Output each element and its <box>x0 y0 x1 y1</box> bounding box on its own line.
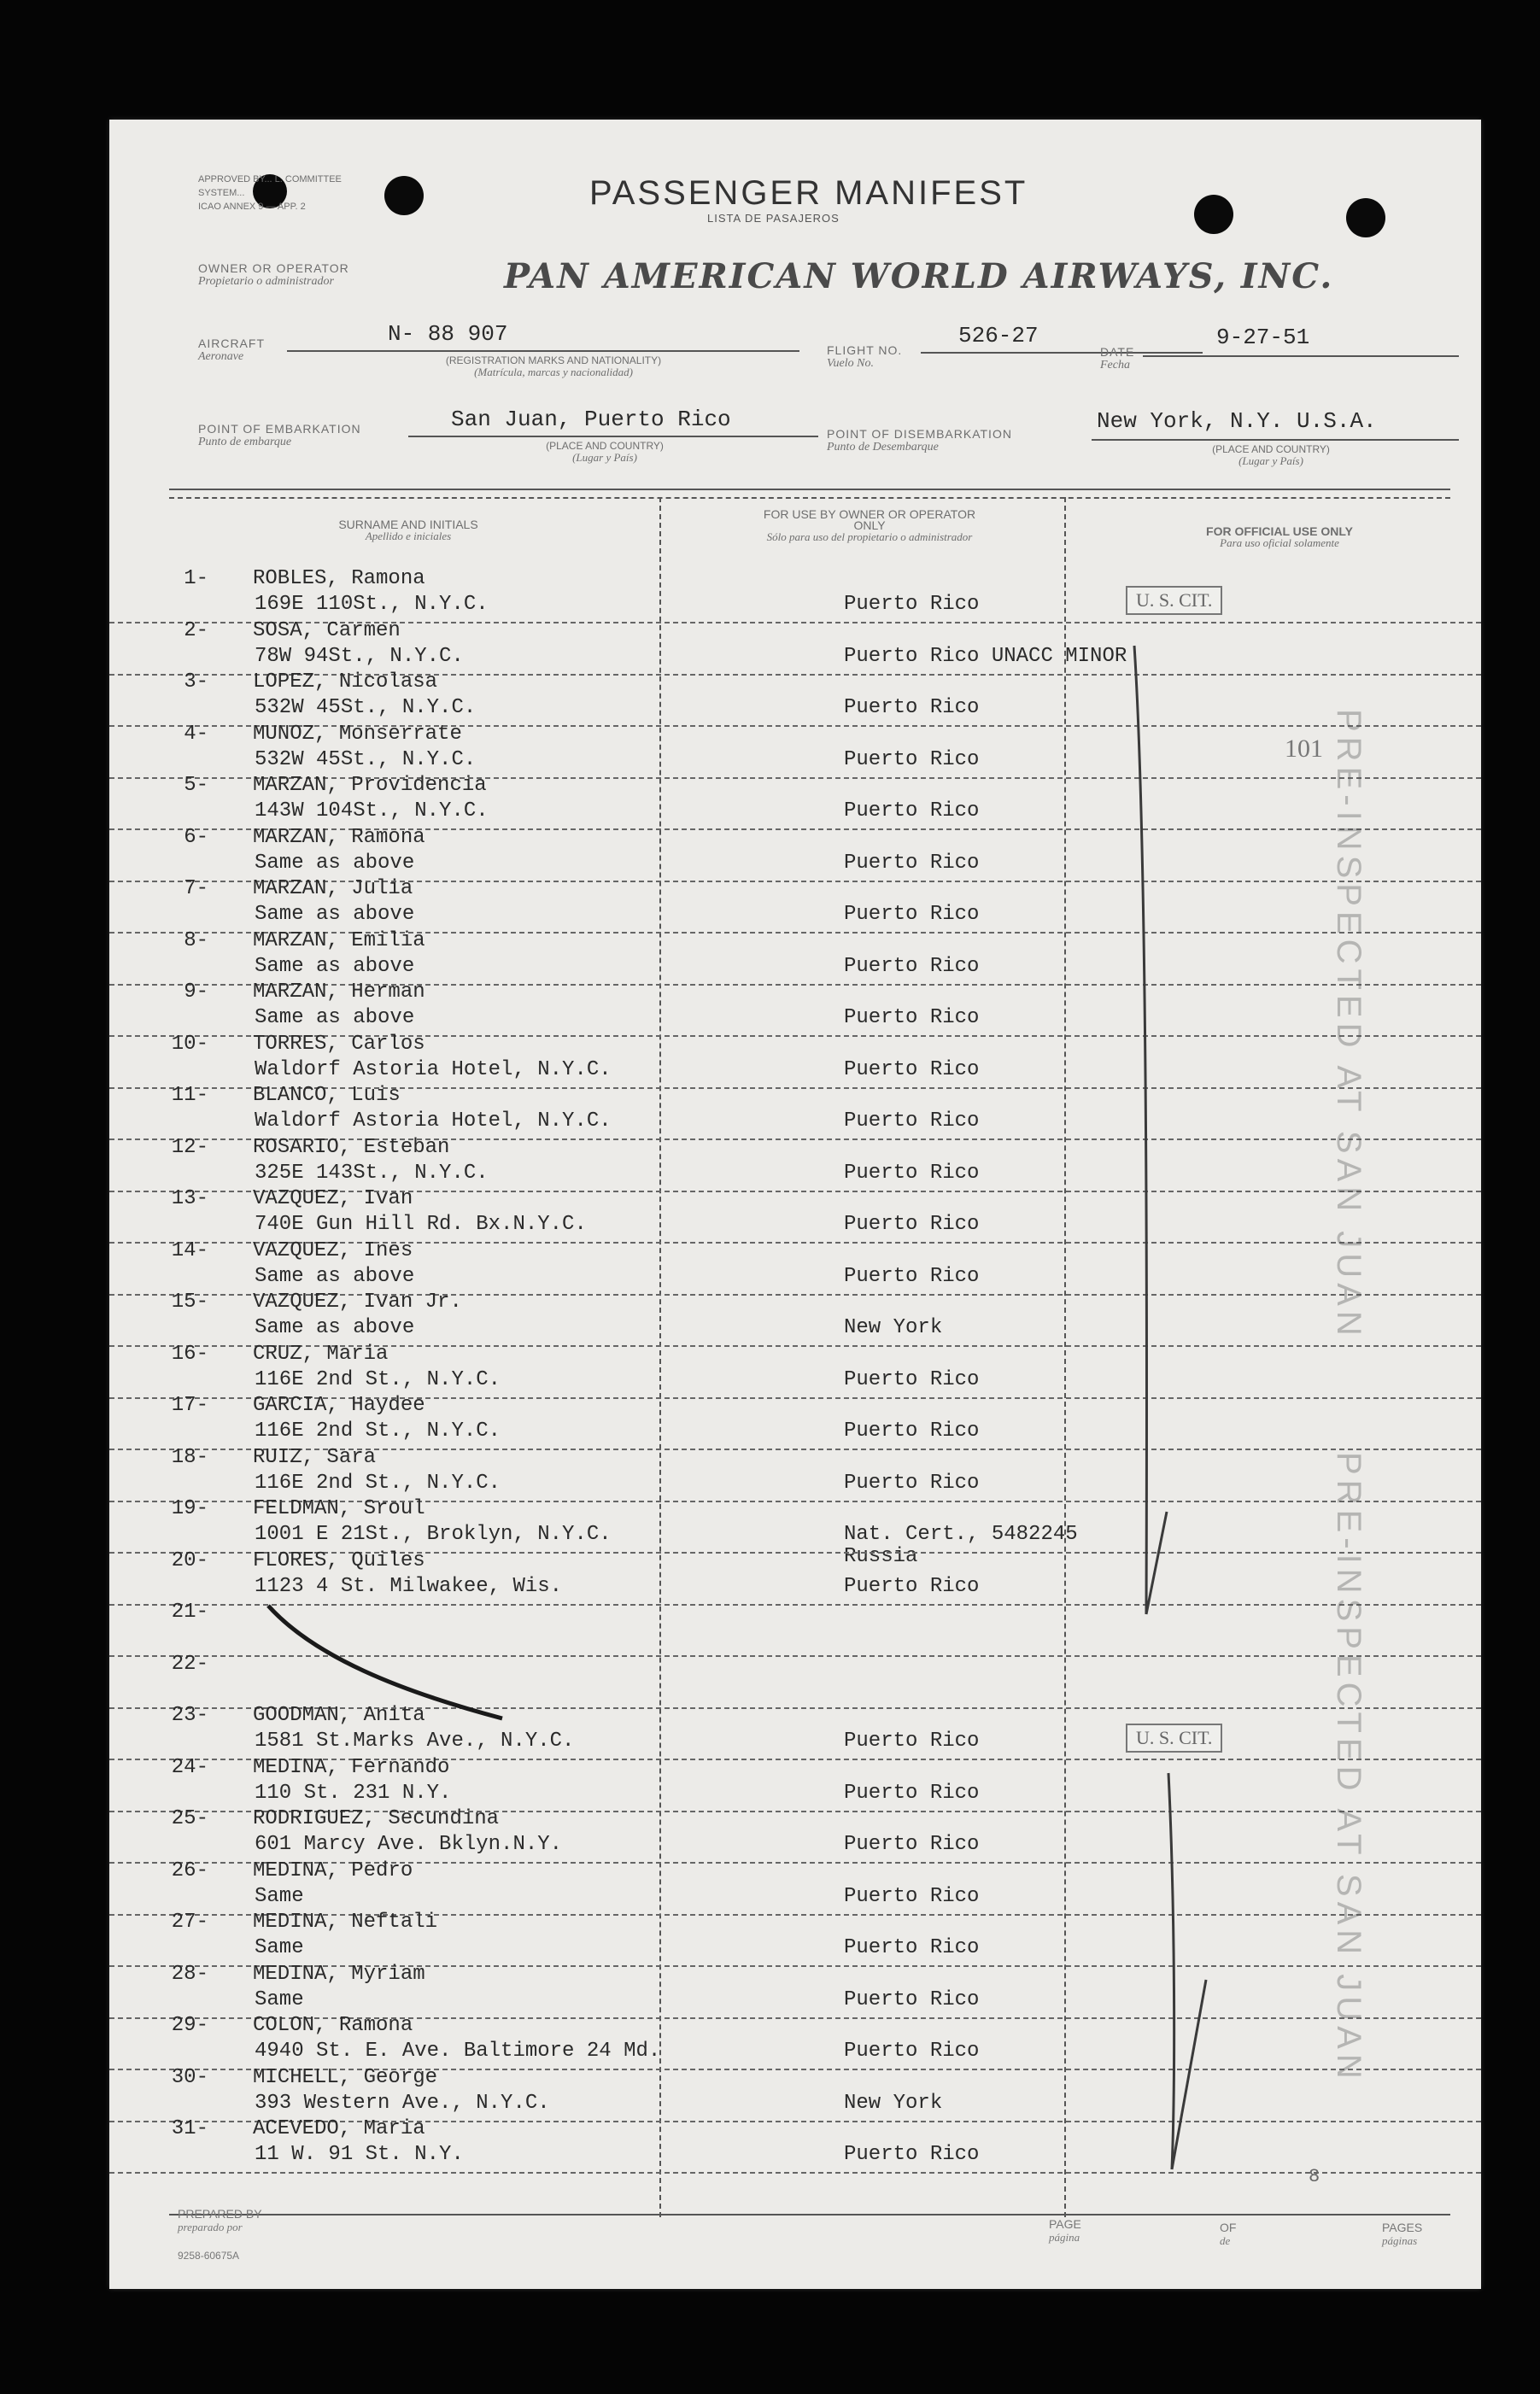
prepared-by-label-en: PREPARED BY <box>178 2207 262 2221</box>
passenger-address: 78W 94St., N.Y.C. <box>255 645 464 668</box>
passenger-name: CRUZ, Maria <box>253 1343 389 1366</box>
passenger-address: Same as above <box>255 903 415 926</box>
passenger-name: TORRES, Carlos <box>253 1033 425 1056</box>
passenger-address: Waldorf Astoria Hotel, N.Y.C. <box>255 1058 612 1081</box>
passenger-address: 169E 110St., N.Y.C. <box>255 593 489 616</box>
passenger-address: 116E 2nd St., N.Y.C. <box>255 1419 501 1443</box>
disembarkation-place-note-es: (Lugar y País) <box>1238 454 1303 467</box>
aircraft-value: N- 88 907 <box>388 321 508 347</box>
passenger-address: Same <box>255 1885 304 1908</box>
of-label-en: OF <box>1220 2221 1237 2234</box>
row-number: 21- <box>171 1601 208 1624</box>
regulation-line-2: SYSTEM... <box>198 188 245 198</box>
passenger-name: MEDINA, Myriam <box>253 1963 425 1986</box>
pencil-tick-2 <box>1172 1980 1206 2169</box>
owner-label-en: OWNER OR OPERATOR <box>198 261 349 275</box>
passenger-name: FLORES, Quiles <box>253 1549 425 1572</box>
pages-label-en: PAGES <box>1382 2221 1423 2234</box>
owner-use-entry: Puerto Rico <box>844 1419 980 1443</box>
row-number: 3- <box>184 670 208 694</box>
passenger-name: MARZAN, Providencia <box>253 774 487 797</box>
passenger-name: RUIZ, Sara <box>253 1446 377 1469</box>
passenger-name: ROBLES, Ramona <box>253 567 425 590</box>
page-label-en: PAGE <box>1049 2217 1081 2231</box>
passenger-address: 601 Marcy Ave. Bklyn.N.Y. <box>255 1833 563 1856</box>
owner-use-entry: Puerto Rico <box>844 955 980 978</box>
owner-use-entry: New York <box>844 2092 943 2115</box>
passenger-name: RODRIGUEZ, Secundina <box>253 1807 500 1830</box>
owner-use-entry: Puerto Rico <box>844 1472 980 1495</box>
passenger-name: GOODMAN, Anita <box>253 1704 425 1727</box>
date-label-es: Fecha <box>1100 359 1130 372</box>
of-label-es: de <box>1220 2234 1231 2247</box>
disembarkation-value: New York, N.Y. U.S.A. <box>1097 408 1377 434</box>
owner-use-entry: Puerto Rico <box>844 1730 980 1753</box>
row-number: 9- <box>184 980 208 1004</box>
flight-label-en: FLIGHT NO. <box>827 343 903 357</box>
row-number: 30- <box>171 2066 208 2089</box>
passenger-address: Same <box>255 1936 304 1959</box>
void-strike-mark <box>268 1606 502 1718</box>
row-number: 25- <box>171 1807 208 1830</box>
passenger-address: 143W 104St., N.Y.C. <box>255 799 489 822</box>
passenger-name: VAZQUEZ, Ines <box>253 1239 413 1262</box>
owner-use-entry: Puerto Rico UNACC MINOR <box>844 645 1127 668</box>
owner-use-entry: Nat. Cert., 5482245 <box>844 1523 1078 1546</box>
owner-use-entry: Puerto Rico <box>844 1265 980 1288</box>
row-number: 15- <box>171 1291 208 1314</box>
row-number: 22- <box>171 1653 208 1676</box>
row-number: 11- <box>171 1084 208 1107</box>
pages-label <box>1382 2221 1422 2248</box>
passenger-name: MEDINA, Neftali <box>253 1911 438 1934</box>
owner-use-entry: Puerto Rico <box>844 1006 980 1029</box>
row-number: 26- <box>171 1859 208 1882</box>
passenger-address: 11 W. 91 St. N.Y. <box>255 2143 464 2166</box>
aircraft-label-en: AIRCRAFT <box>198 337 265 350</box>
pre-inspection-stamp-1: PRE-INSPECTED AT SAN JUAN <box>1330 709 1367 1341</box>
passenger-name: MARZAN, Ramona <box>253 826 425 849</box>
passenger-address: Waldorf Astoria Hotel, N.Y.C. <box>255 1109 612 1133</box>
passenger-name: GARCIA, Haydee <box>253 1394 425 1417</box>
passenger-address: Same as above <box>255 1006 415 1029</box>
passenger-name: ROSARIO, Esteban <box>253 1136 450 1159</box>
form-number: 9258-60675A <box>178 2250 240 2262</box>
passenger-count-mark: 101 <box>1285 735 1323 763</box>
owner-use-entry: Puerto Rico <box>844 1833 980 1856</box>
document-title: PASSENGER MANIFEST <box>589 174 1028 212</box>
passenger-name: MARZAN, Herman <box>253 980 425 1004</box>
passenger-name: ACEVEDO, Maria <box>253 2117 425 2140</box>
owner-use-entry: Puerto Rico <box>844 1213 980 1236</box>
owner-use-entry: Puerto Rico <box>844 903 980 926</box>
operator-name: PAN AMERICAN WORLD AIRWAYS, INC. <box>504 256 1334 296</box>
owner-use-entry: Puerto Rico <box>844 799 980 822</box>
passenger-name: MEDINA, Pedro <box>253 1859 413 1882</box>
row-number: 28- <box>171 1963 208 1986</box>
row-number: 27- <box>171 1911 208 1934</box>
pre-inspection-stamp-2: PRE-INSPECTED AT SAN JUAN <box>1330 1452 1367 2084</box>
passenger-address: Same as above <box>255 955 415 978</box>
registration-note-en: (REGISTRATION MARKS AND NATIONALITY) <box>445 354 662 366</box>
row-number: 18- <box>171 1446 208 1469</box>
row-number: 13- <box>171 1187 208 1210</box>
owner-use-entry: Puerto Rico <box>844 2040 980 2063</box>
passenger-address: 325E 143St., N.Y.C. <box>255 1162 489 1185</box>
regulation-line-1: APPROVED BY... L. COMMITTEE <box>198 174 342 184</box>
passenger-name: SOSA, Carmen <box>253 619 401 642</box>
embarkation-label-en: POINT OF EMBARKATION <box>198 422 361 436</box>
row-number: 10- <box>171 1033 208 1056</box>
us-citizen-stamp-2: U. S. CIT. <box>1126 1724 1222 1753</box>
row-number: 19- <box>171 1497 208 1520</box>
passenger-address: Same as above <box>255 852 415 875</box>
row-number: 1- <box>184 567 208 590</box>
passenger-address: 532W 45St., N.Y.C. <box>255 696 477 719</box>
owner-use-entry: Puerto Rico <box>844 852 980 875</box>
passenger-name: BLANCO, Luis <box>253 1084 401 1107</box>
row-number: 24- <box>171 1756 208 1779</box>
owner-use-entry: New York <box>844 1316 943 1339</box>
row-number: 5- <box>184 774 208 797</box>
disembarkation-place-note-en: (PLACE AND COUNTRY) <box>1212 443 1330 455</box>
row-number: 8- <box>184 929 208 952</box>
row-number: 17- <box>171 1394 208 1417</box>
manifest-sheet <box>109 120 1481 2289</box>
passenger-name: VAZQUEZ, Ivan <box>253 1187 413 1210</box>
embarkation-place-note-en: (PLACE AND COUNTRY) <box>546 440 664 452</box>
passenger-address: Same <box>255 1988 304 2011</box>
registration-note-es: (Matrícula, marcas y nacionalidad) <box>474 366 633 378</box>
passenger-address: 1001 E 21St., Broklyn, N.Y.C. <box>255 1523 612 1546</box>
pencil-tick-1 <box>1146 1512 1167 1614</box>
passenger-address: 1581 St.Marks Ave., N.Y.C. <box>255 1730 575 1753</box>
passenger-address: Same as above <box>255 1265 415 1288</box>
passenger-name: VAZQUEZ, Ivan Jr. <box>253 1291 462 1314</box>
passenger-address: 116E 2nd St., N.Y.C. <box>255 1472 501 1495</box>
pencil-marks <box>109 120 1481 2289</box>
date-label-en: DATE <box>1100 345 1135 359</box>
prepared-by-label <box>178 2207 262 2234</box>
row-number: 29- <box>171 2014 208 2037</box>
row-number: 16- <box>171 1343 208 1366</box>
footer-rule <box>169 2214 1450 2215</box>
column-header-official-use-en: FOR OFFICIAL USE ONLY <box>1206 524 1353 538</box>
passenger-name: MARZAN, Julia <box>253 877 413 900</box>
flight-number: 526-27 <box>958 323 1039 348</box>
row-number: 12- <box>171 1136 208 1159</box>
passenger-address: 532W 45St., N.Y.C. <box>255 748 477 771</box>
page-label <box>1049 2217 1081 2245</box>
page-label-es: página <box>1049 2231 1080 2244</box>
disembarkation-label-es: Punto de Desembarque <box>827 441 939 454</box>
owner-use-entry: Puerto Rico <box>844 1885 980 1908</box>
aircraft-label-es: Aeronave <box>198 350 244 363</box>
disembarkation-label-en: POINT OF DISEMBARKATION <box>827 427 1012 441</box>
us-citizen-stamp-1: U. S. CIT. <box>1126 586 1222 615</box>
pages-label-es: páginas <box>1382 2234 1418 2247</box>
row-number: 2- <box>184 619 208 642</box>
pencil-line-2 <box>1168 1773 1174 2169</box>
column-header-name-es: Apellido e iniciales <box>365 530 452 542</box>
owner-use-entry: Puerto Rico <box>844 1575 980 1598</box>
flight-label-es: Vuelo No. <box>827 357 874 370</box>
owner-use-entry: Puerto Rico <box>844 1368 980 1391</box>
row-number: 14- <box>171 1239 208 1262</box>
owner-use-entry: Puerto Rico <box>844 1988 980 2011</box>
owner-use-entry: Puerto Rico <box>844 696 980 719</box>
passenger-name: MUNOZ, Monserrate <box>253 723 462 746</box>
owner-use-entry: Puerto Rico <box>844 593 980 616</box>
regulation-line-3: ICAO ANNEX 9 — APP. 2 <box>198 202 306 212</box>
row-number: 7- <box>184 877 208 900</box>
passenger-name: MICHELL, George <box>253 2066 438 2089</box>
passenger-address: 1123 4 St. Milwakee, Wis. <box>255 1575 563 1598</box>
column-header-official-use-es: Para uso oficial solamente <box>1220 536 1339 549</box>
passenger-name: COLON, Ramona <box>253 2014 413 2037</box>
embarkation-place-note-es: (Lugar y País) <box>572 451 637 464</box>
embarkation-value: San Juan, Puerto Rico <box>451 407 731 432</box>
document-subtitle: LISTA DE PASAJEROS <box>707 212 840 225</box>
owner-use-entry: Puerto Rico <box>844 1162 980 1185</box>
owner-use-entry: Puerto Rico <box>844 1936 980 1959</box>
of-label <box>1220 2221 1236 2248</box>
column-header-owner-use-es: Sólo para uso del propietario o administrador <box>766 530 973 543</box>
row-number: 23- <box>171 1704 208 1727</box>
owner-use-entry: Puerto Rico <box>844 2143 980 2166</box>
owner-use-entry: Puerto Rico <box>844 1058 980 1081</box>
passenger-name: LOPEZ, Nicolasa <box>253 670 438 694</box>
row-number: 4- <box>184 723 208 746</box>
owner-use-entry: Puerto Rico <box>844 1109 980 1133</box>
passenger-name: MARZAN, Emilia <box>253 929 425 952</box>
flight-date: 9-27-51 <box>1216 325 1310 350</box>
row-number: 20- <box>171 1549 208 1572</box>
passenger-address: 110 St. 231 N.Y. <box>255 1782 452 1805</box>
owner-use-entry: Puerto Rico <box>844 1782 980 1805</box>
passenger-name: FELDMAN, Sroul <box>253 1497 425 1520</box>
passenger-address: 4940 St. E. Ave. Baltimore 24 Md. <box>255 2040 661 2063</box>
passenger-address: 116E 2nd St., N.Y.C. <box>255 1368 501 1391</box>
owner-use-entry: Puerto Rico <box>844 748 980 771</box>
row-number: 31- <box>171 2117 208 2140</box>
prepared-by-label-es: preparado por <box>178 2221 243 2233</box>
owner-use-entry-line2: Russia <box>844 1545 918 1568</box>
passenger-address: 393 Western Ave., N.Y.C. <box>255 2092 550 2115</box>
pencil-line-1 <box>1134 646 1146 1614</box>
page-number-mark: 8 <box>1309 2166 1320 2187</box>
owner-label-es: Propietario o administrador <box>198 275 334 288</box>
row-number: 6- <box>184 826 208 849</box>
passenger-address: Same as above <box>255 1316 415 1339</box>
passenger-name: MEDINA, Fernando <box>253 1756 450 1779</box>
embarkation-label-es: Punto de embarque <box>198 436 292 448</box>
column-header-name-en: SURNAME AND INITIALS <box>338 518 478 531</box>
passenger-address: 740E Gun Hill Rd. Bx.N.Y.C. <box>255 1213 587 1236</box>
column-header-owner-use-en: FOR USE BY OWNER OR OPERATOR ONLY <box>763 507 976 532</box>
